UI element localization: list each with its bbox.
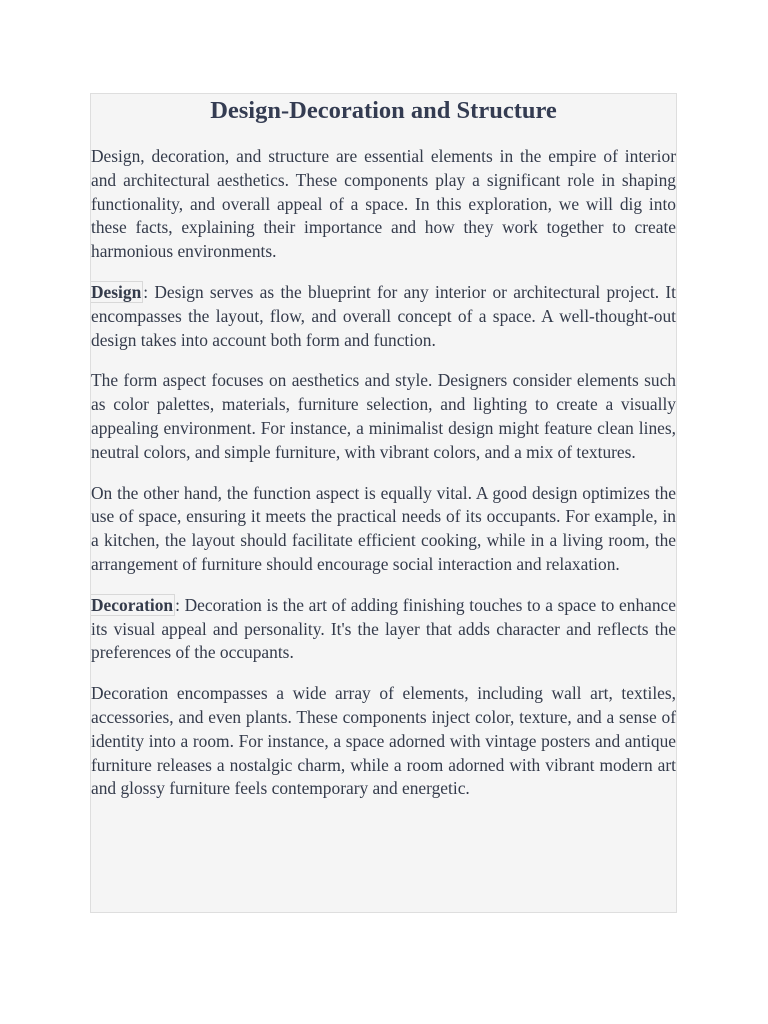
document-title: Design-Decoration and Structure: [210, 97, 557, 124]
design-text: : Design serves as the blueprint for any interior or architectural project. It encompasses the layout, flow, and overall concept of a space. A well-thought-out design takes into account both form and function.: [91, 281, 676, 350]
document-panel: [90, 93, 677, 913]
intro-paragraph: Design, decoration, and structure are essential elements in the empire of interior and architectural aesthetics. These components play a significant role in shaping functionality, and overall appeal of a space. In this exploration, we will dig into these facts, explaining their importance and how they work together to create harmonious environments.: [91, 146, 676, 262]
design-term: Design: [91, 281, 142, 302]
decoration-elements-paragraph: Decoration encompasses a wide array of elements, including wall art, textiles, accessories, and even plants. These components inject color, texture, and a sense of identity into a room. For instance, a space adorned with vintage posters and antique furniture releases a nostalgic charm, while a room adorned with vibrant modern art and glossy furniture feels contemporary and energetic.: [91, 683, 676, 799]
function-paragraph: On the other hand, the function aspect is equally vital. A good design optimizes the use of space, ensuring it meets the practical needs of its occupants. For example, in a kitchen, the layout should facilitate efficient cooking, while in a living room, the arrangement of furniture should encourage social interaction and relaxation.: [91, 482, 676, 574]
decoration-term: Decoration: [91, 594, 174, 615]
decoration-text: : Decoration is the art of adding finishing touches to a space to enhance its visual appeal and personality. It's the layer that adds character and reflects the preferences of the occupants.: [91, 594, 676, 663]
design-paragraph: [91, 281, 676, 352]
form-paragraph: The form aspect focuses on aesthetics and style. Designers consider elements such as color palettes, materials, furniture selection, and lighting to create a visually appealing environment. For instance, a minimalist design might feature clean lines, neutral colors, and simple furniture, with vibrant colors, and a mix of textures.: [91, 370, 676, 462]
decoration-paragraph: [91, 594, 676, 665]
